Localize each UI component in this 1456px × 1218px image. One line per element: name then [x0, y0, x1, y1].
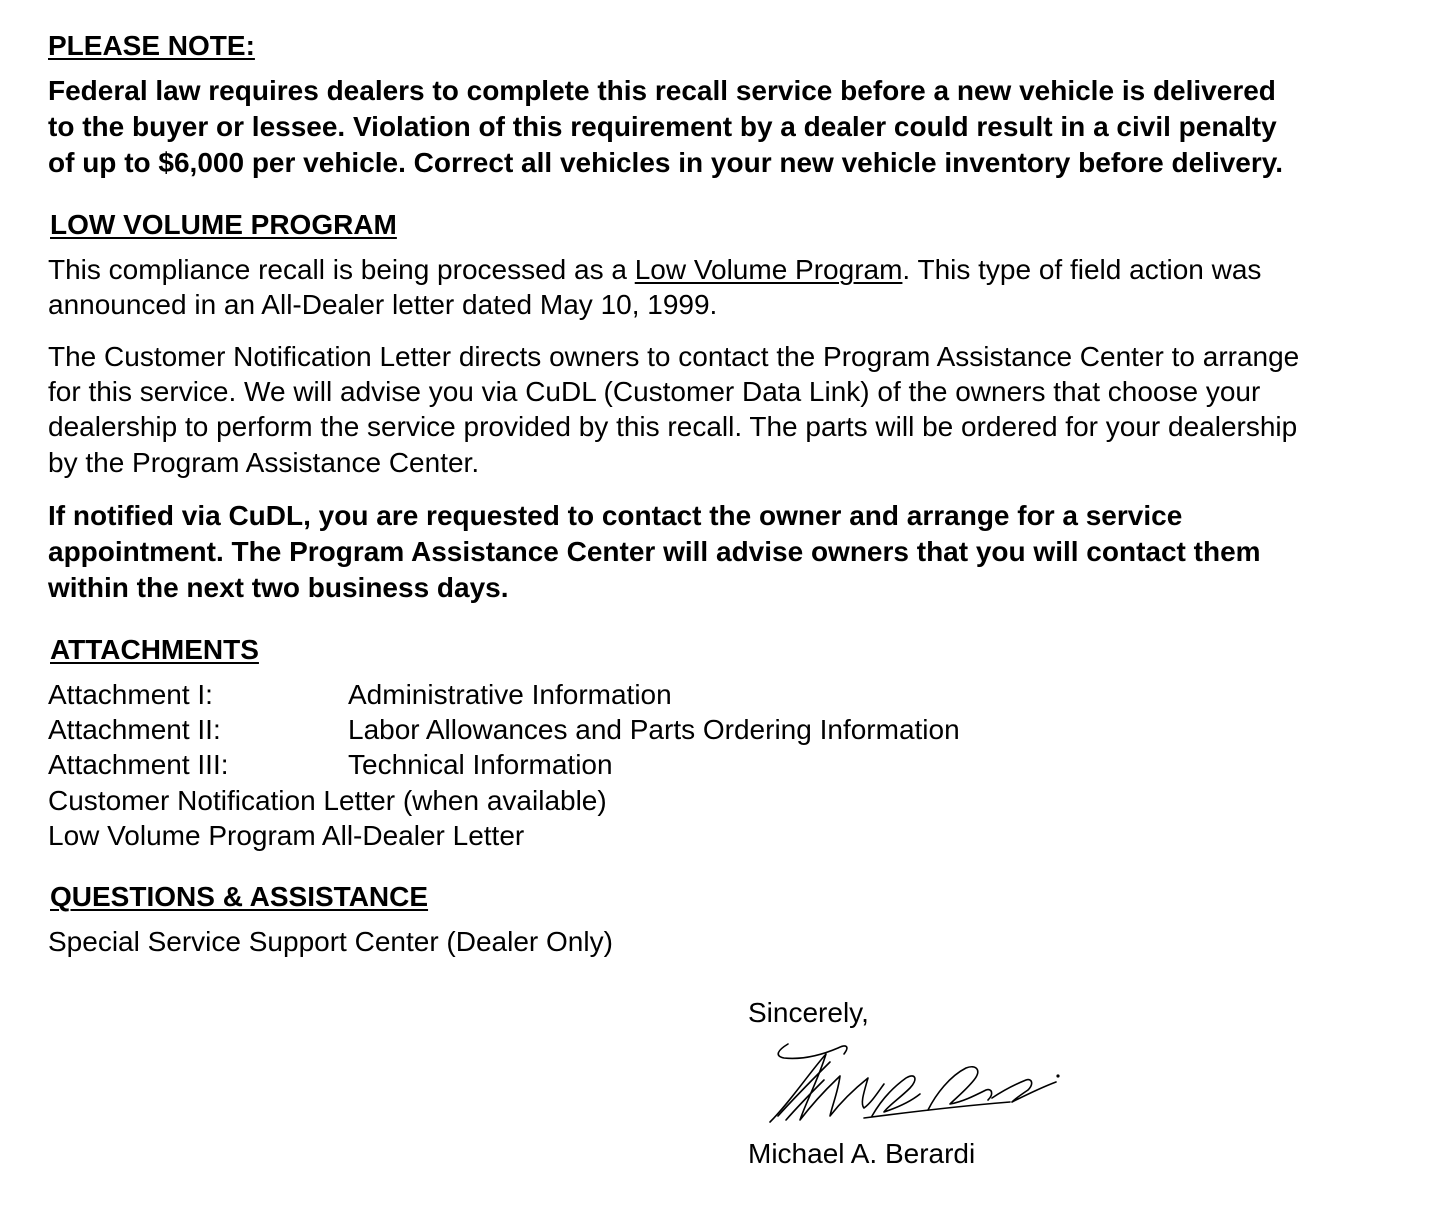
please-note-line-3: of up to $6,000 per vehicle. Correct all vehicles in your new vehicle inventory before delivery. [48, 147, 1284, 178]
attachment-1-value: Administrative Information [348, 679, 672, 710]
low-volume-para1-line1 [48, 252, 1261, 287]
low-volume-heading: LOW VOLUME PROGRAM [50, 209, 397, 240]
signature-stroke [928, 1067, 992, 1110]
attachment-4-label: Customer Notification Letter (when available) [48, 785, 607, 816]
attachment-2-value: Labor Allowances and Parts Ordering Information [348, 714, 960, 745]
para1-text-before: This compliance recall is being processed as a [48, 254, 635, 285]
low-volume-para1-line2: announced in an All-Dealer letter dated May 10, 1999. [48, 289, 718, 320]
low-volume-program-term: Low Volume Program [634, 254, 903, 285]
low-volume-para2-line2: for this service. We will advise you via CuDL (Customer Data Link) of the owners that choose your [48, 376, 1261, 407]
low-volume-para2-line1: The Customer Notification Letter directs owners to contact the Program Assistance Center to arrange [48, 341, 1300, 372]
low-volume-para3-line2: appointment. The Program Assistance Center will advise owners that you will contact them [48, 536, 1261, 567]
attachment-3-value: Technical Information [348, 749, 613, 780]
attachment-2-label: Attachment II: [48, 714, 221, 745]
signer-name: Michael A. Berardi [748, 1138, 976, 1169]
questions-text: Special Service Support Center (Dealer Only) [48, 926, 613, 957]
attachment-5-label: Low Volume Program All-Dealer Letter [48, 820, 525, 851]
closing-salutation: Sincerely, [748, 997, 869, 1028]
signature-dot [1056, 1074, 1059, 1077]
please-note-line-2: to the buyer or lessee. Violation of this requirement by a dealer could result in a civil penalty [48, 111, 1277, 142]
attachment-3-label: Attachment III: [48, 749, 229, 780]
low-volume-para3-line1: If notified via CuDL, you are requested to contact the owner and arrange for a service [48, 500, 1183, 531]
signature-stroke [872, 1076, 920, 1116]
please-note-line-1: Federal law requires dealers to complete this recall service before a new vehicle is delivered [48, 75, 1276, 106]
attachment-1-label: Attachment I: [48, 679, 213, 710]
please-note-heading: PLEASE NOTE: [48, 30, 255, 61]
signature-stroke [992, 1080, 1056, 1102]
handwritten-signature [760, 1032, 1070, 1132]
questions-heading: QUESTIONS & ASSISTANCE [50, 881, 429, 912]
attachments-heading: ATTACHMENTS [50, 634, 259, 665]
low-volume-para3-line3: within the next two business days. [48, 572, 509, 603]
para1-text-after: . This type of field action was [902, 254, 1262, 285]
low-volume-para2-line3: dealership to perform the service provided by this recall. The parts will be ordered for your dealership [48, 411, 1298, 442]
signature-stroke [778, 1044, 847, 1058]
low-volume-para2-line4: by the Program Assistance Center. [48, 447, 480, 478]
